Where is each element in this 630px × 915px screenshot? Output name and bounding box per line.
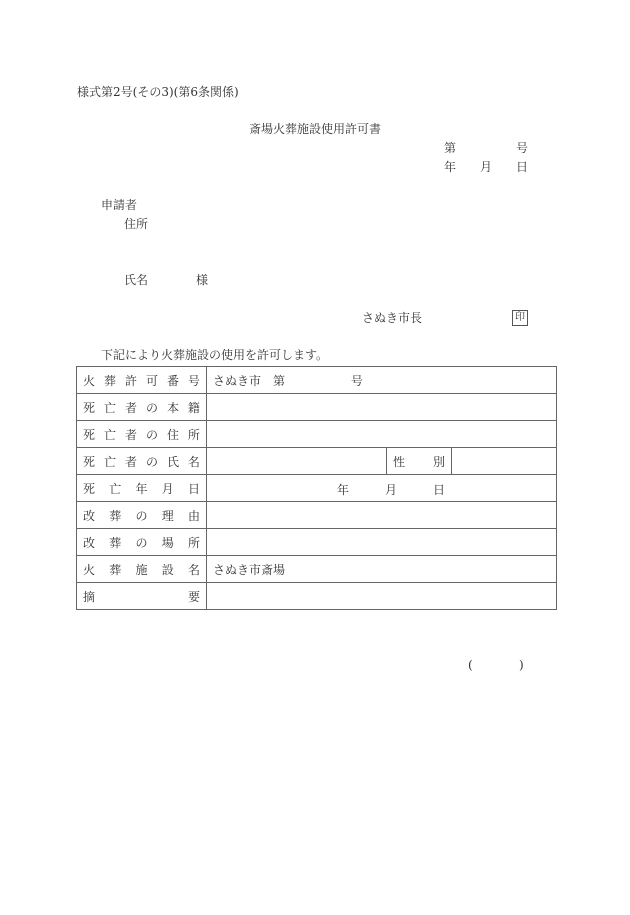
table-row xyxy=(77,556,557,583)
table-row xyxy=(77,529,557,556)
sex-field[interactable] xyxy=(452,448,557,475)
date-month: 月 xyxy=(480,160,493,174)
table-row xyxy=(77,367,557,394)
deceased-name-field[interactable] xyxy=(207,448,387,475)
table-row xyxy=(77,502,557,529)
number-prefix: 第 xyxy=(444,141,457,155)
date-of-death-field[interactable] xyxy=(207,475,557,502)
form-reference: 様式第2号(その3)(第6条関係) xyxy=(77,85,239,99)
permit-number-prefix: さぬき市 第 xyxy=(213,373,286,388)
row-label xyxy=(77,367,207,394)
registered-domicile-field[interactable] xyxy=(207,394,557,421)
label-crematorium-name: 火 葬 施 設 名 xyxy=(83,562,200,577)
table-row xyxy=(77,448,557,475)
applicant-heading: 申請者 xyxy=(101,198,138,212)
date-day: 日 xyxy=(516,160,529,174)
label-deceased-address: 死 亡 者 の 住 所 xyxy=(83,427,200,442)
label-date-of-death: 死 亡 年 月 日 xyxy=(83,481,200,496)
number-suffix: 号 xyxy=(516,141,529,155)
table-row xyxy=(77,421,557,448)
seal-mark: 印 xyxy=(512,310,528,326)
reburial-reason-field[interactable] xyxy=(207,502,557,529)
document-title: 斎場火葬施設使用許可書 xyxy=(249,122,382,136)
death-year: 年 xyxy=(337,483,350,497)
applicant-honorific: 様 xyxy=(196,273,209,287)
permit-statement: 下記により火葬施設の使用を許可します。 xyxy=(101,348,329,362)
label-deceased-name: 死 亡 者 の 氏 名 xyxy=(83,454,200,469)
permit-table xyxy=(76,366,557,610)
remarks-field[interactable] xyxy=(207,583,557,610)
crematorium-name-field[interactable]: さぬき市斎場 xyxy=(207,556,557,583)
death-month: 月 xyxy=(385,483,398,497)
label-registered-domicile: 死 亡 者 の 本 籍 xyxy=(83,400,200,415)
permit-number-suffix: 号 xyxy=(350,373,363,388)
label-permit-number: 火 葬 許 可 番 号 xyxy=(83,373,200,388)
table-row xyxy=(77,583,557,610)
label-reburial-place: 改 葬 の 場 所 xyxy=(83,535,200,550)
reburial-place-field[interactable] xyxy=(207,529,557,556)
footer-paren-open: ( xyxy=(468,658,473,672)
label-remarks: 摘 要 xyxy=(83,589,200,604)
table-row xyxy=(77,475,557,502)
permit-number-cell[interactable] xyxy=(207,367,557,394)
issuer-name: さぬき市長 xyxy=(362,311,423,325)
applicant-address-label: 住所 xyxy=(124,217,149,231)
death-day: 日 xyxy=(433,483,446,497)
sex-label: 性 別 xyxy=(387,448,452,475)
footer-paren-close: ) xyxy=(519,658,524,672)
label-reburial-reason: 改 葬 の 理 由 xyxy=(83,508,200,523)
applicant-name-label: 氏名 xyxy=(124,273,149,287)
date-year: 年 xyxy=(444,160,457,174)
table-row xyxy=(77,394,557,421)
deceased-address-field[interactable] xyxy=(207,421,557,448)
